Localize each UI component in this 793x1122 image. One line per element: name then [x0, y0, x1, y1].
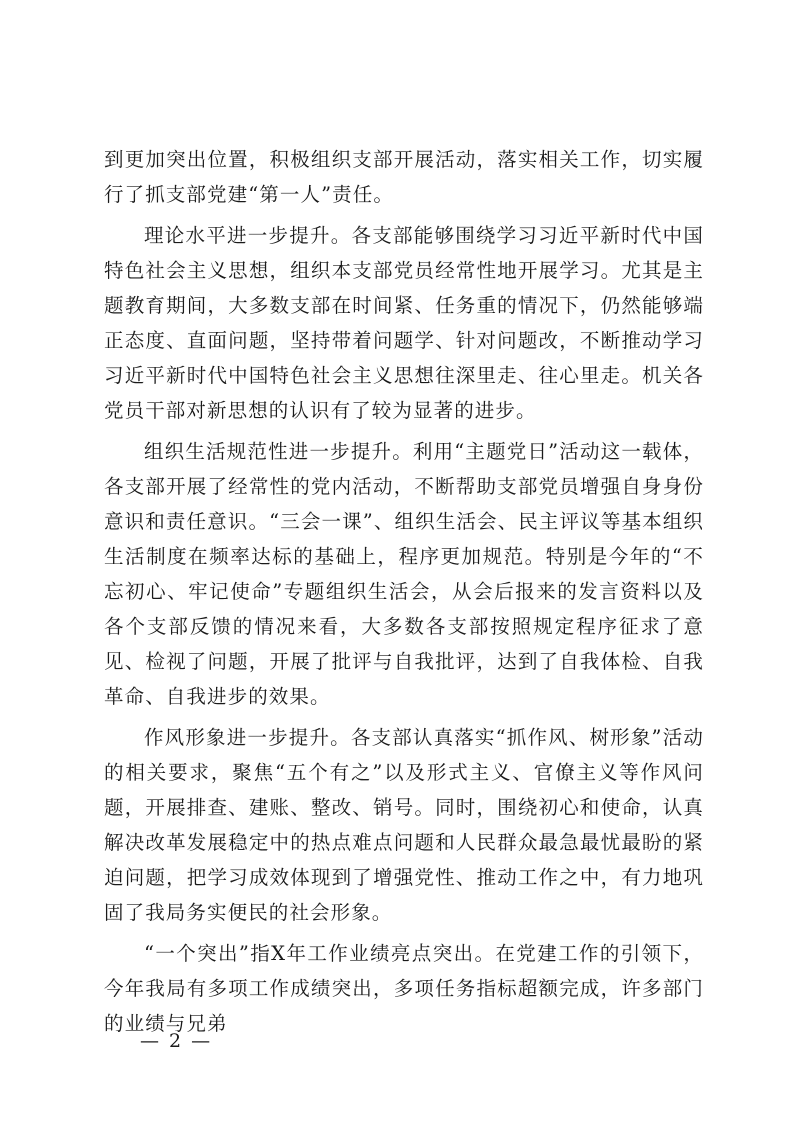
paragraph-theory-level: 理论水平进一步提升。各支部能够围绕学习习近平新时代中国特色社会主义思想，组织本支部党员经常性地开展学习。尤其是主题教育期间，大多数支部在时间紧、任务重的情况下，仍然能够端正态度、直面问题，坚持带着问题学、针对问题改，不断推动学习习近平新时代中国特色社会主义思想往深里走、往心里走。机关各党员干部对新思想的认识有了较为显著的进步。	[104, 224, 704, 422]
paragraph-organization-life: 组织生活规范性进一步提升。利用“主题党日”活动这一载体，各支部开展了经常性的党内活动，不断帮助支部党员增强自身身份意识和责任意识。“三会一课”、组织生活会、民主评议等基本组织生活制度在频率达标的基础上，程序更加规范。特别是今年的“不忘初心、牢记使命”专题组织生活会，从会后报来的发言资料以及各个支部反馈的情况来看，大多数各支部按照规定程序征求了意见、检视了问题，开展了批评与自我批评，达到了自我体检、自我革命、自我进步的效果。	[104, 440, 704, 708]
page-number: — 2 —	[140, 1030, 213, 1052]
paragraph-continuation: 到更加突出位置，积极组织支部开展活动，落实相关工作，切实履行了抓支部党建“第一人”责任。	[104, 148, 704, 206]
paragraph-one-highlight: “一个突出”指X年工作业绩亮点突出。在党建工作的引领下，今年我局有多项工作成绩突出，多项任务指标超额完成，许多部门的业绩与兄弟	[104, 942, 704, 1035]
document-body	[104, 142, 704, 1047]
paragraph-work-style: 作风形象进一步提升。各支部认真落实“抓作风、树形象”活动的相关要求，聚焦“五个有之”以及形式主义、官僚主义等作风问题，开展排查、建账、整改、销号。同时，围绕初心和使命，认真解决改革发展稳定中的热点难点问题和人民群众最急最忧最盼的紧迫问题，把学习成效体现到了增强党性、推动工作之中，有力地巩固了我局务实便民的社会形象。	[104, 726, 704, 924]
